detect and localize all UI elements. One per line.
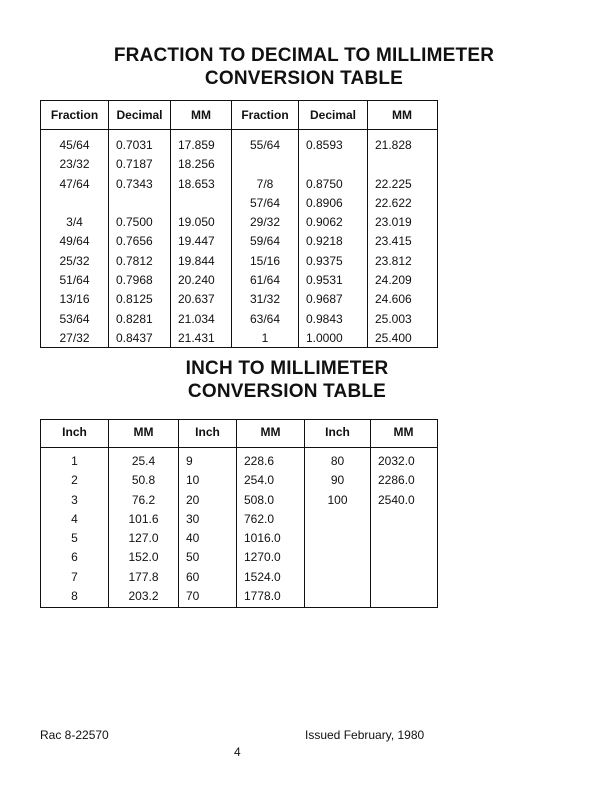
table-cell: 8 [71, 589, 78, 604]
table-cell [378, 548, 436, 567]
table-cell [306, 155, 367, 174]
table-cell: 18.256 [178, 157, 215, 172]
table-cell: 15/16 [249, 253, 281, 268]
table-cell: 3 [71, 492, 78, 507]
table-cell: 254.0 [244, 473, 275, 488]
table-cell: 40 [186, 531, 200, 546]
table-cell: 57/64 [249, 195, 281, 210]
table-cell [378, 529, 436, 548]
table-cell: 0.9218 [306, 234, 343, 249]
table-cell: 24.606 [375, 292, 412, 307]
table-cell: 7 [71, 569, 78, 584]
table-cell: 0.7500 [116, 215, 153, 230]
decimal-column-2 [299, 101, 368, 347]
table-cell: 101.6 [128, 511, 159, 526]
table-cell: 70 [186, 589, 200, 604]
table-cell: 51/64 [59, 273, 90, 288]
fraction-table-title-line2: CONVERSION TABLE [204, 68, 404, 89]
column-header: Inch [62, 425, 87, 439]
column-cells [305, 452, 370, 606]
table-cell [41, 194, 108, 213]
table-cell: 2286.0 [378, 473, 415, 488]
table-cell: 1524.0 [244, 569, 281, 584]
table-cell: 17.859 [178, 138, 215, 152]
table-cell: 53/64 [59, 311, 90, 326]
column-cells [232, 136, 298, 348]
table-cell: 59/64 [249, 234, 281, 249]
table-cell: 1778.0 [244, 589, 281, 604]
table-cell: 228.6 [244, 454, 275, 468]
table-cell: 50 [186, 550, 200, 565]
table-cell: 1.0000 [306, 330, 343, 345]
column-header: Fraction [50, 108, 99, 122]
table-cell: 22.225 [375, 176, 412, 191]
table-cell: 2 [71, 473, 78, 488]
mm-column-1 [109, 420, 179, 607]
table-cell: 20.240 [178, 273, 215, 288]
table-cell: 7/8 [256, 176, 274, 191]
table-cell: 0.9062 [306, 215, 343, 230]
column-cells [171, 136, 231, 348]
table-cell: 100 [327, 492, 348, 507]
table-cell: 30 [186, 511, 200, 526]
decimal-column-1 [109, 101, 171, 347]
column-header: Decimal [116, 108, 163, 122]
table-cell: 0.7187 [116, 157, 153, 172]
table-cell: 0.8593 [306, 138, 343, 152]
table-cell [378, 568, 436, 587]
table-cell: 1016.0 [244, 531, 281, 546]
table-cell: 4 [71, 511, 78, 526]
table-cell: 20 [186, 492, 200, 507]
table-cell: 45/64 [59, 138, 90, 152]
fraction-table-title-line1: FRACTION TO DECIMAL TO MILLIMETER [113, 45, 495, 66]
table-cell: 25.4 [131, 454, 156, 468]
column-cells [41, 136, 108, 348]
table-cell: 2032.0 [378, 454, 415, 468]
inch-column-3 [305, 420, 371, 607]
table-cell [305, 587, 370, 606]
fraction-column-2 [232, 101, 299, 347]
table-cell [375, 155, 436, 174]
table-cell: 29/32 [249, 215, 281, 230]
table-cell: 177.8 [128, 569, 159, 584]
column-header: Inch [195, 425, 220, 439]
table-cell: 5 [71, 531, 78, 546]
table-cell [378, 510, 436, 529]
table-cell [305, 568, 370, 587]
table-cell [305, 510, 370, 529]
table-cell: 0.7031 [116, 138, 153, 152]
column-cells [368, 136, 436, 348]
column-cells [299, 136, 367, 348]
table-cell: 63/64 [249, 311, 281, 326]
table-cell [378, 587, 436, 606]
table-cell [232, 155, 298, 174]
table-cell: 0.8281 [116, 311, 153, 326]
table-cell: 80 [330, 454, 345, 468]
inch-table-title [0, 357, 593, 403]
table-cell: 0.8125 [116, 292, 153, 307]
table-cell: 25/32 [59, 253, 90, 268]
inch-column-2 [179, 420, 237, 607]
table-cell: 0.9843 [306, 311, 343, 326]
table-cell: 76.2 [131, 492, 156, 507]
table-cell: 2540.0 [378, 492, 415, 507]
table-cell: 1 [261, 330, 269, 345]
mm-column-3 [371, 420, 436, 607]
table-cell: 0.7968 [116, 273, 153, 288]
fraction-column-1 [41, 101, 109, 347]
column-header: MM [191, 108, 211, 122]
table-cell: 0.8750 [306, 176, 343, 191]
table-cell: 10 [186, 473, 200, 488]
table-cell: 6 [71, 550, 78, 565]
table-cell: 0.8437 [116, 330, 153, 345]
table-cell: 18.653 [178, 176, 215, 191]
table-cell: 152.0 [128, 550, 159, 565]
column-header: Fraction [241, 108, 289, 122]
document-number: Rac 8-22570 [40, 728, 109, 742]
inch-table-title-line2: CONVERSION TABLE [187, 381, 387, 402]
table-cell: 0.8906 [306, 195, 343, 210]
table-cell [305, 529, 370, 548]
table-cell [178, 194, 231, 213]
table-cell [305, 548, 370, 567]
table-cell: 0.7812 [116, 253, 153, 268]
table-cell: 203.2 [128, 589, 159, 604]
table-cell: 23/32 [59, 157, 90, 172]
table-cell: 21.034 [178, 311, 215, 326]
table-cell: 60 [186, 569, 200, 584]
table-cell: 20.637 [178, 292, 215, 307]
table-cell: 31/32 [249, 292, 281, 307]
mm-column-1 [171, 101, 232, 347]
table-cell: 47/64 [59, 176, 90, 191]
table-cell: 1 [71, 454, 78, 468]
table-cell: 23.019 [375, 215, 412, 230]
column-header: MM [393, 425, 414, 439]
issue-date: Issued February, 1980 [305, 728, 425, 742]
table-cell: 19.050 [178, 215, 215, 230]
column-cells [179, 452, 236, 606]
mm-column-2 [237, 420, 305, 607]
table-cell: 127.0 [128, 531, 159, 546]
table-cell: 90 [330, 473, 345, 488]
table-cell: 61/64 [249, 273, 281, 288]
table-cell: 0.9687 [306, 292, 343, 307]
table-cell: 0.7343 [116, 176, 153, 191]
table-cell [116, 194, 170, 213]
fraction-table-title [0, 44, 610, 90]
page-number: 4 [234, 745, 241, 759]
column-cells [237, 452, 304, 606]
inch-to-mm-table [40, 419, 438, 608]
table-cell: 23.415 [375, 234, 412, 249]
mm-column-2 [368, 101, 436, 347]
table-cell: 762.0 [244, 511, 275, 526]
column-header: Decimal [309, 108, 357, 122]
table-cell: 0.9531 [306, 273, 343, 288]
table-cell: 21.431 [178, 330, 215, 345]
table-cell: 0.9375 [306, 253, 343, 268]
table-cell: 508.0 [244, 492, 275, 507]
table-cell: 27/32 [59, 330, 90, 345]
column-header: MM [133, 425, 154, 439]
table-cell: 13/16 [59, 292, 90, 307]
column-cells [371, 452, 436, 606]
column-cells [41, 452, 108, 606]
table-cell: 22.622 [375, 195, 412, 210]
table-cell: 49/64 [59, 234, 90, 249]
table-cell: 55/64 [249, 138, 281, 152]
table-cell: 3/4 [66, 215, 83, 230]
table-cell: 25.003 [375, 311, 412, 326]
fraction-decimal-mm-table [40, 100, 438, 348]
column-header: MM [392, 108, 412, 122]
column-header: Inch [325, 425, 350, 439]
table-cell: 9 [186, 454, 193, 468]
table-cell: 23.812 [375, 253, 412, 268]
table-cell: 1270.0 [244, 550, 281, 565]
table-cell: 50.8 [131, 473, 156, 488]
column-cells [109, 452, 178, 606]
column-cells [109, 136, 170, 348]
table-cell: 21.828 [375, 138, 412, 152]
table-cell: 19.447 [178, 234, 215, 249]
table-cell: 0.7656 [116, 234, 153, 249]
column-header: MM [260, 425, 281, 439]
table-cell: 24.209 [375, 273, 412, 288]
inch-table-title-line1: INCH TO MILLIMETER [185, 358, 389, 379]
table-cell: 25.400 [375, 330, 412, 345]
inch-column-1 [41, 420, 109, 607]
table-cell: 19.844 [178, 253, 215, 268]
